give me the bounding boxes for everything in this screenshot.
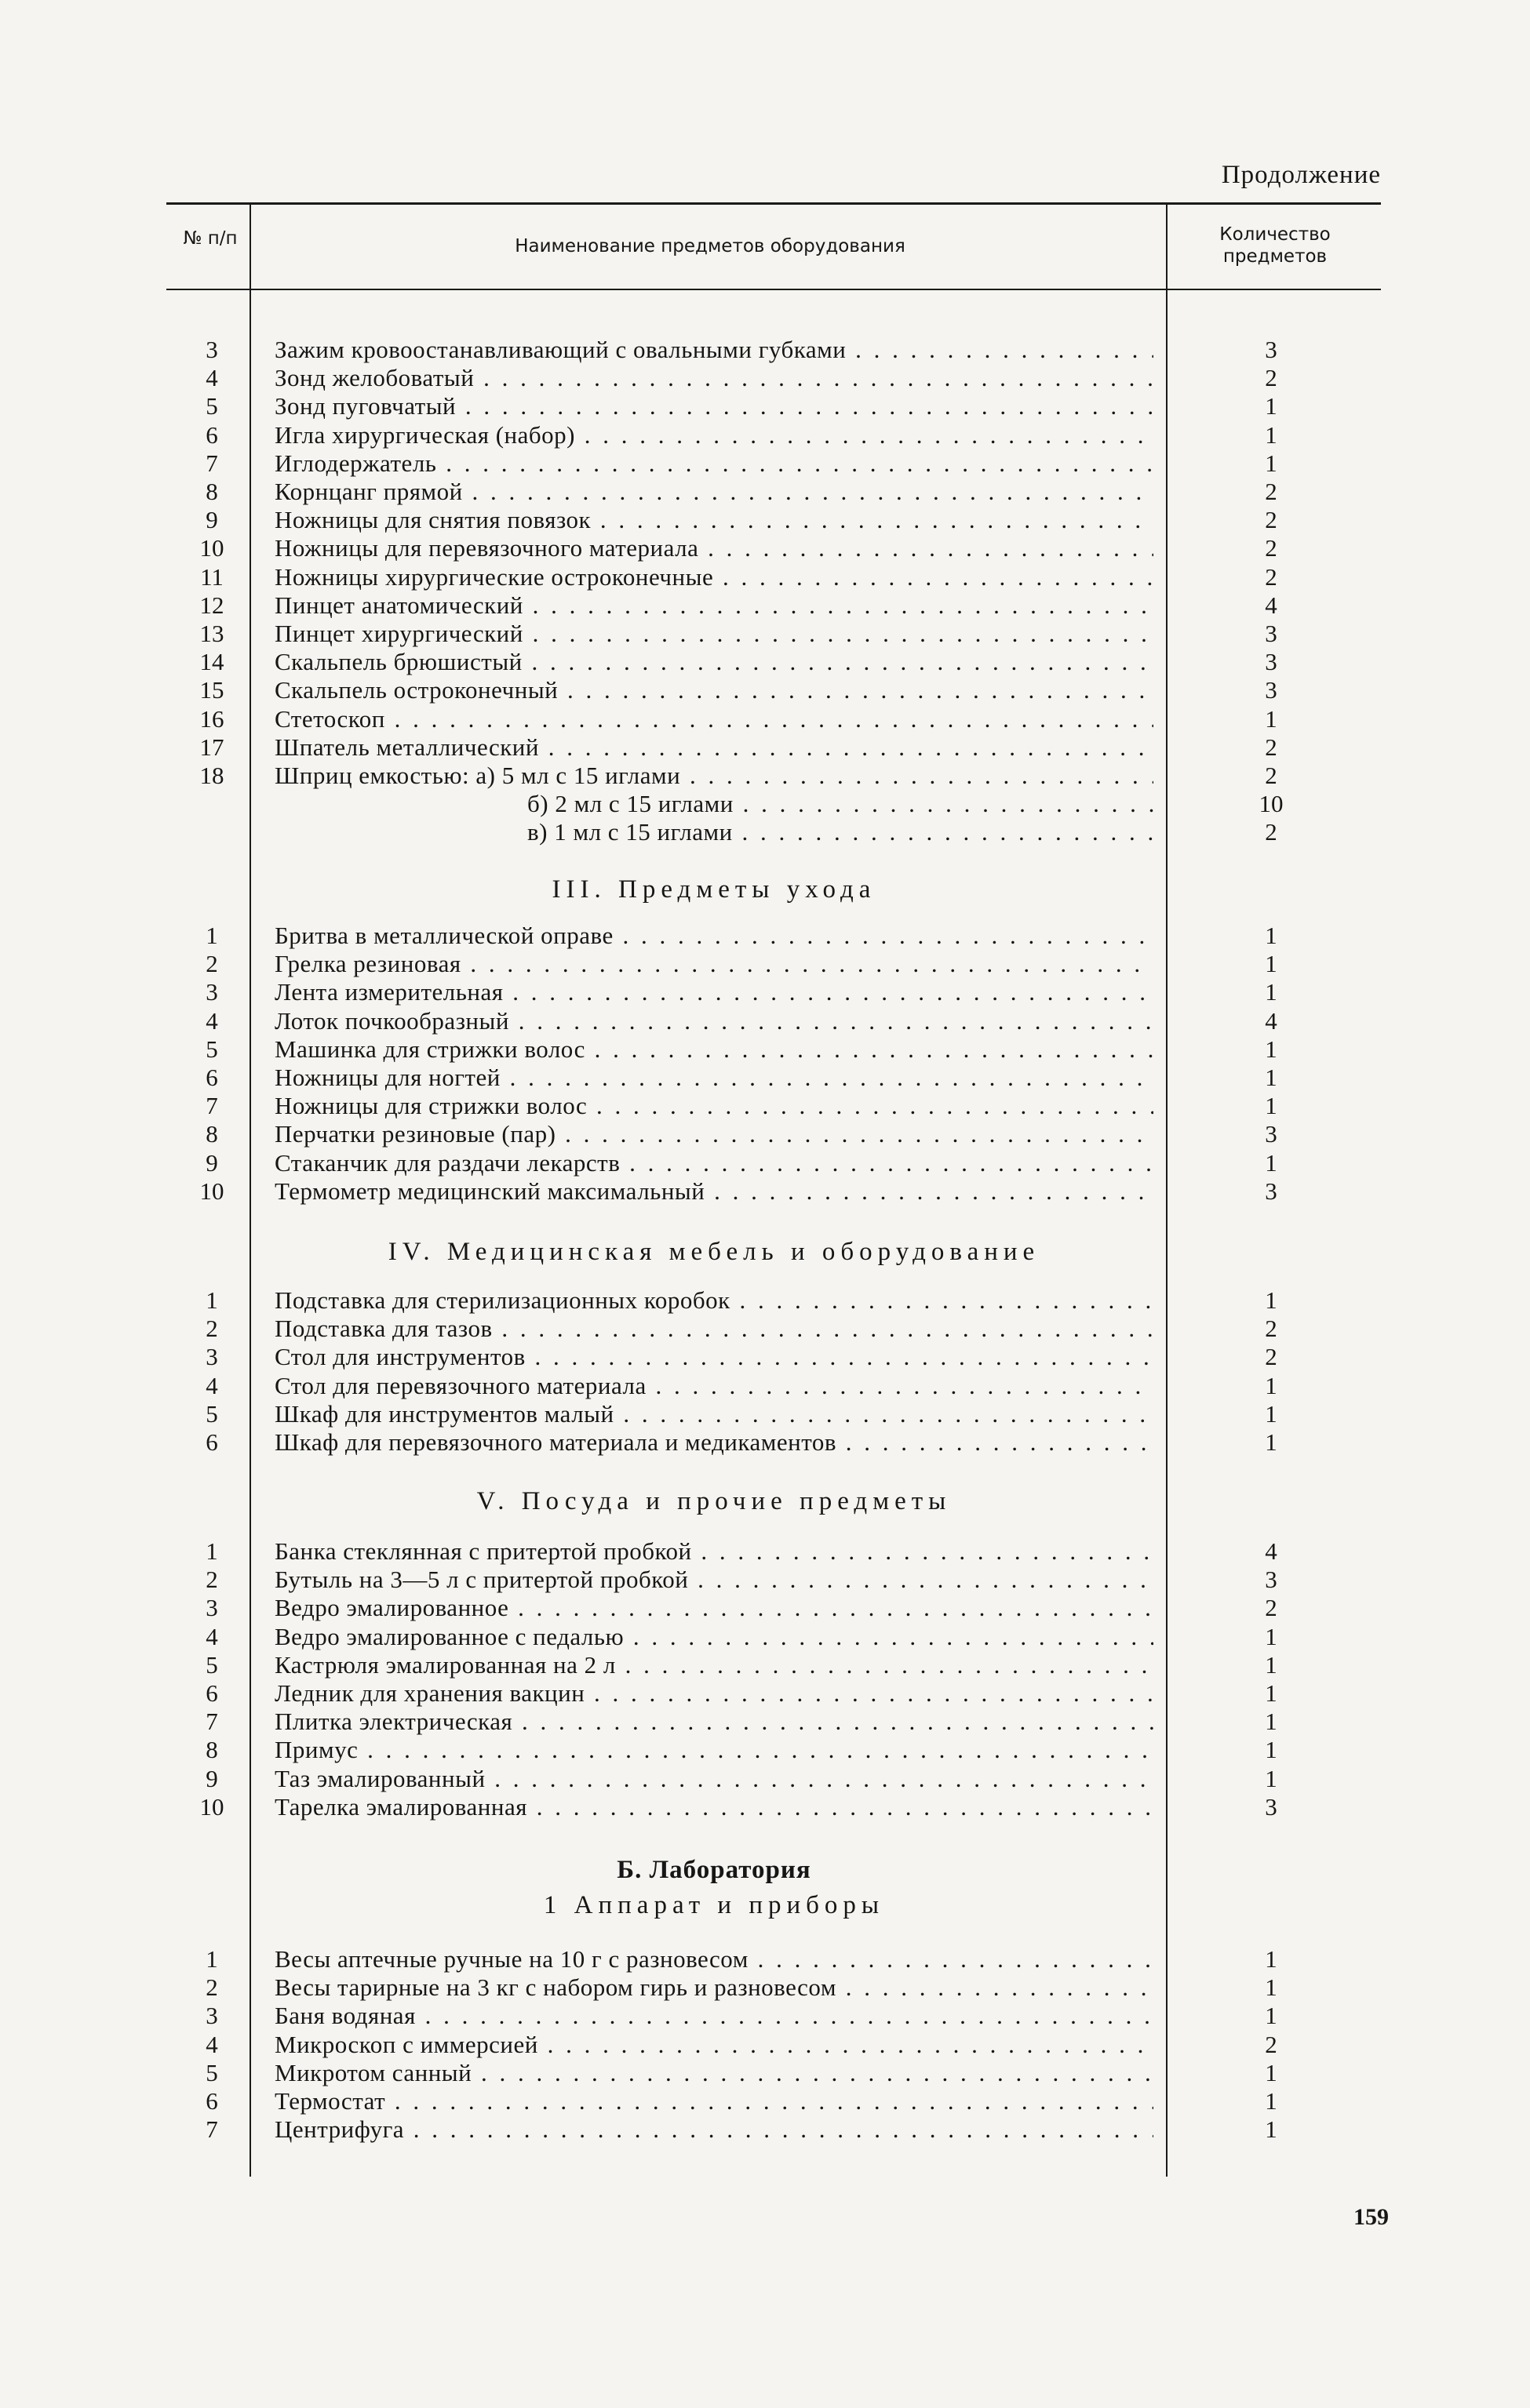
- item-name: Термометр медицинский максимальный . . .: [275, 1177, 1153, 1206]
- table-row: [0, 449, 1530, 478]
- row-number: 2: [206, 1566, 218, 1594]
- item-name: Ножницы для стрижки волос . . .: [275, 1092, 1153, 1120]
- row-number: 3: [206, 2002, 218, 2030]
- item-name: Грелка резиновая . . .: [275, 950, 1153, 978]
- table-row: [0, 1064, 1530, 1092]
- item-name: Стетоскоп . . .: [275, 705, 1153, 733]
- row-number: 17: [199, 733, 224, 761]
- table-row: [0, 1679, 1530, 1708]
- section-title: IV. Медицинская мебель и оборудование: [388, 1238, 1040, 1266]
- table-row: [0, 336, 1530, 364]
- row-number: 15: [199, 676, 224, 704]
- item-quantity: 2: [1265, 506, 1277, 534]
- item-name: Ножницы для снятия повязок . . .: [275, 506, 1153, 534]
- item-quantity: 2: [1265, 364, 1277, 392]
- item-quantity: 1: [1265, 1092, 1277, 1120]
- item-quantity: 3: [1265, 1177, 1277, 1205]
- table-row: [0, 762, 1530, 790]
- item-quantity: 1: [1265, 1064, 1277, 1091]
- item-name: Бритва в металлической оправе . . .: [275, 922, 1153, 950]
- row-number: 1: [206, 1286, 218, 1314]
- row-number: 5: [206, 392, 218, 420]
- table-row: [0, 2059, 1530, 2087]
- row-number: 2: [206, 1315, 218, 1343]
- table-row: [0, 790, 1530, 818]
- table-row: [0, 1623, 1530, 1651]
- item-quantity: 2: [1265, 762, 1277, 789]
- item-name: Корнцанг прямой . . .: [275, 478, 1153, 506]
- table-row: [0, 648, 1530, 676]
- row-number: 3: [206, 1594, 218, 1622]
- item-name: Ведро эмалированное . . .: [275, 1594, 1153, 1622]
- table-row: [0, 1428, 1530, 1457]
- table-row: [0, 2002, 1530, 2030]
- item-quantity: 1: [1265, 449, 1277, 477]
- row-number: 1: [206, 1537, 218, 1565]
- table-row: [0, 950, 1530, 978]
- item-name: Бутыль на 3—5 л с притертой пробкой . . .: [275, 1566, 1153, 1594]
- item-name: Подставка для тазов . . .: [275, 1315, 1153, 1343]
- header-top-rule: [166, 202, 1381, 205]
- table-row: [0, 1736, 1530, 1764]
- item-name: Стаканчик для раздачи лекарств . . .: [275, 1149, 1153, 1177]
- row-number: 6: [206, 1428, 218, 1456]
- row-number: 11: [200, 562, 224, 591]
- row-number: 9: [206, 1148, 218, 1177]
- row-number: 6: [206, 1064, 218, 1091]
- row-number: 13: [199, 620, 224, 647]
- row-number: 7: [206, 1092, 218, 1120]
- table-row: [0, 2031, 1530, 2059]
- table-row: [0, 591, 1530, 620]
- item-name: Таз эмалированный . . .: [275, 1765, 1153, 1793]
- row-number: 3: [206, 978, 218, 1006]
- row-number: 8: [206, 1736, 218, 1764]
- item-quantity: 2: [1265, 534, 1277, 562]
- item-name: Шкаф для перевязочного материала и медикаментов . . .: [275, 1428, 1153, 1457]
- table-row: [0, 1149, 1530, 1177]
- item-quantity: 3: [1265, 1792, 1277, 1821]
- table-row: [0, 563, 1530, 591]
- item-quantity: 1: [1265, 1286, 1277, 1314]
- table-row: [0, 705, 1530, 733]
- item-quantity: 1: [1265, 1428, 1277, 1456]
- item-name: Иглодержатель . . .: [275, 449, 1153, 478]
- item-name: Баня водяная . . .: [275, 2002, 1153, 2030]
- item-name: Игла хирургическая (набор) . . .: [275, 421, 1153, 449]
- item-quantity: 3: [1265, 676, 1277, 704]
- table-row: [0, 1343, 1530, 1371]
- table-row: [0, 733, 1530, 762]
- item-quantity: 1: [1265, 1148, 1277, 1177]
- item-name: Лоток почкообразный . . .: [275, 1007, 1153, 1035]
- item-name: Шприц емкостью: а) 5 мл с 15 иглами . . .: [275, 762, 1153, 790]
- item-quantity: 1: [1265, 704, 1277, 733]
- row-number: 2: [206, 950, 218, 978]
- item-name: Ножницы хирургические остроконечные . . .: [275, 563, 1153, 591]
- item-quantity: 2: [1265, 478, 1277, 505]
- table-row: [0, 1092, 1530, 1120]
- item-quantity: 1: [1265, 420, 1277, 449]
- item-quantity: 10: [1259, 790, 1284, 818]
- item-quantity: 4: [1265, 591, 1277, 619]
- item-quantity: 1: [1265, 950, 1277, 978]
- row-number: [173, 818, 251, 846]
- row-number: 1: [206, 1945, 218, 1973]
- item-name: Зонд желобоватый . . .: [275, 364, 1153, 392]
- item-name: Шпатель металлический . . .: [275, 733, 1153, 762]
- item-name: Тарелка эмалированная . . .: [275, 1793, 1153, 1821]
- item-name: Ножницы для ногтей . . .: [275, 1064, 1153, 1092]
- header-name: Наименование предметов оборудования: [515, 236, 905, 256]
- table-row: [0, 676, 1530, 704]
- item-name: Микротом санный . . .: [275, 2059, 1153, 2087]
- row-number: 4: [206, 364, 218, 392]
- item-name: Пинцет хирургический . . .: [275, 620, 1153, 648]
- row-number: 4: [206, 1006, 218, 1035]
- row-number: 8: [206, 478, 218, 505]
- item-quantity: 1: [1265, 2115, 1277, 2144]
- item-name: Лента измерительная . . .: [275, 978, 1153, 1006]
- item-quantity: 1: [1265, 1736, 1277, 1764]
- row-number: 7: [206, 449, 218, 477]
- item-quantity: 3: [1265, 648, 1277, 676]
- table-row: [0, 1765, 1530, 1793]
- table-row: [0, 1537, 1530, 1566]
- table-row: [0, 1793, 1530, 1821]
- item-quantity: 1: [1265, 1371, 1277, 1399]
- item-name: Банка стеклянная с притертой пробкой . . .: [275, 1537, 1153, 1566]
- item-name: Весы аптечные ручные на 10 г с разновесом . . .: [275, 1945, 1153, 1973]
- item-quantity: 1: [1265, 1764, 1277, 1792]
- item-name: Кастрюля эмалированная на 2 л . . .: [275, 1651, 1153, 1679]
- item-quantity: 1: [1265, 1399, 1277, 1428]
- continuation-label: Продолжение: [1221, 161, 1381, 189]
- item-quantity: 2: [1265, 1594, 1277, 1622]
- item-quantity: 1: [1265, 1650, 1277, 1679]
- item-name: Термостат . . .: [275, 2087, 1153, 2115]
- item-name: б) 2 мл с 15 иглами . . .: [527, 790, 1153, 818]
- row-number: 10: [199, 1177, 224, 1205]
- table-row: [0, 2115, 1530, 2144]
- item-name: Ведро эмалированное с педалью . . .: [275, 1623, 1153, 1651]
- item-quantity: 1: [1265, 1708, 1277, 1736]
- item-quantity: 2: [1265, 562, 1277, 591]
- item-quantity: 2: [1265, 1315, 1277, 1343]
- item-name: в) 1 мл с 15 иглами . . .: [527, 818, 1153, 846]
- item-quantity: 1: [1265, 2087, 1277, 2115]
- row-number: 14: [199, 648, 224, 676]
- section-title: V. Посуда и прочие предметы: [476, 1487, 952, 1515]
- header-bottom-rule: [166, 289, 1381, 290]
- row-number: 16: [199, 704, 224, 733]
- section-title: III. Предметы ухода: [552, 875, 876, 904]
- item-name: Центрифуга . . .: [275, 2115, 1153, 2144]
- table-row: [0, 1177, 1530, 1206]
- item-quantity: 1: [1265, 2058, 1277, 2086]
- row-number: 3: [206, 336, 218, 363]
- row-number: 8: [206, 1120, 218, 1148]
- table-row: [0, 506, 1530, 534]
- item-name: Скальпель остроконечный . . .: [275, 676, 1153, 704]
- row-number: 7: [206, 2115, 218, 2144]
- row-number: 1: [206, 922, 218, 949]
- row-number: 12: [199, 591, 224, 619]
- row-number: 4: [206, 1622, 218, 1650]
- item-name: Пинцет анатомический . . .: [275, 591, 1153, 620]
- item-name: Весы тарирные на 3 кг с набором гирь и разновесом . . .: [275, 1973, 1153, 2002]
- item-quantity: 1: [1265, 2002, 1277, 2030]
- table-row: [0, 1594, 1530, 1622]
- table-row: [0, 1400, 1530, 1428]
- item-quantity: 1: [1265, 1679, 1277, 1707]
- row-number: 4: [206, 2030, 218, 2058]
- table-row: [0, 1035, 1530, 1064]
- item-quantity: 4: [1265, 1006, 1277, 1035]
- table-row: [0, 421, 1530, 449]
- header-qty: Количество предметов: [1219, 224, 1331, 267]
- item-name: Скальпель брюшистый . . .: [275, 648, 1153, 676]
- item-quantity: 1: [1265, 1622, 1277, 1650]
- item-name: Зажим кровоостанавливающий с овальными губками . . .: [275, 336, 1153, 364]
- item-quantity: 3: [1265, 1120, 1277, 1148]
- row-number: 2: [206, 1973, 218, 2002]
- item-quantity: 1: [1265, 922, 1277, 949]
- page-number: 159: [1353, 2204, 1389, 2230]
- item-name: Примус . . .: [275, 1736, 1153, 1764]
- table-row: [0, 392, 1530, 420]
- item-name: Шкаф для инструментов малый . . .: [275, 1400, 1153, 1428]
- table-row: [0, 1973, 1530, 2002]
- item-quantity: 1: [1265, 1973, 1277, 2002]
- table-row: [0, 364, 1530, 392]
- table-row: [0, 1708, 1530, 1736]
- table-row: [0, 1286, 1530, 1315]
- table-row: [0, 978, 1530, 1006]
- header-num: № п/п: [183, 228, 238, 249]
- row-number: [173, 790, 251, 818]
- item-quantity: 2: [1265, 818, 1277, 846]
- item-quantity: 2: [1265, 733, 1277, 761]
- table-row: [0, 1945, 1530, 1973]
- table-row: [0, 2087, 1530, 2115]
- table-row: [0, 1372, 1530, 1400]
- item-name: Ледник для хранения вакцин . . .: [275, 1679, 1153, 1708]
- row-number: 6: [206, 2087, 218, 2115]
- table-row: [0, 1566, 1530, 1594]
- item-name: Стол для перевязочного материала . . .: [275, 1372, 1153, 1400]
- row-number: 9: [206, 506, 218, 534]
- row-number: 5: [206, 2058, 218, 2086]
- table-row: [0, 1120, 1530, 1148]
- row-number: 3: [206, 1343, 218, 1371]
- table-row: [0, 1007, 1530, 1035]
- table-row: [0, 922, 1530, 950]
- item-name: Машинка для стрижки волос . . .: [275, 1035, 1153, 1064]
- item-quantity: 1: [1265, 1035, 1277, 1063]
- item-quantity: 4: [1265, 1537, 1277, 1565]
- table-row: [0, 1651, 1530, 1679]
- row-number: 18: [199, 762, 224, 789]
- table-row: [0, 478, 1530, 506]
- item-name: Подставка для стерилизационных коробок . . .: [275, 1286, 1153, 1315]
- item-quantity: 2: [1265, 2030, 1277, 2058]
- item-quantity: 2: [1265, 1343, 1277, 1371]
- item-name: Микроскоп с иммерсией . . .: [275, 2031, 1153, 2059]
- section-title: Б. Лаборатория: [617, 1856, 811, 1884]
- row-number: 5: [206, 1035, 218, 1063]
- table-row: [0, 620, 1530, 648]
- item-name: Ножницы для перевязочного материала . . .: [275, 534, 1153, 562]
- table-row: [0, 534, 1530, 562]
- row-number: 9: [206, 1764, 218, 1792]
- row-number: 5: [206, 1399, 218, 1428]
- row-number: 6: [206, 420, 218, 449]
- item-quantity: 3: [1265, 1566, 1277, 1594]
- item-quantity: 1: [1265, 978, 1277, 1006]
- row-number: 4: [206, 1371, 218, 1399]
- row-number: 10: [199, 1792, 224, 1821]
- table-row: [0, 818, 1530, 846]
- row-number: 6: [206, 1679, 218, 1707]
- table-row: [0, 1315, 1530, 1343]
- row-number: 10: [199, 534, 224, 562]
- item-quantity: 1: [1265, 1945, 1277, 1973]
- item-name: Зонд пуговчатый . . .: [275, 392, 1153, 420]
- item-name: Плитка электрическая . . .: [275, 1708, 1153, 1736]
- row-number: 5: [206, 1650, 218, 1679]
- item-quantity: 1: [1265, 392, 1277, 420]
- item-quantity: 3: [1265, 620, 1277, 647]
- item-quantity: 3: [1265, 336, 1277, 363]
- row-number: 7: [206, 1708, 218, 1736]
- section-subtitle: 1 Аппарат и приборы: [543, 1891, 885, 1919]
- item-name: Стол для инструментов . . .: [275, 1343, 1153, 1371]
- item-name: Перчатки резиновые (пар) . . .: [275, 1120, 1153, 1148]
